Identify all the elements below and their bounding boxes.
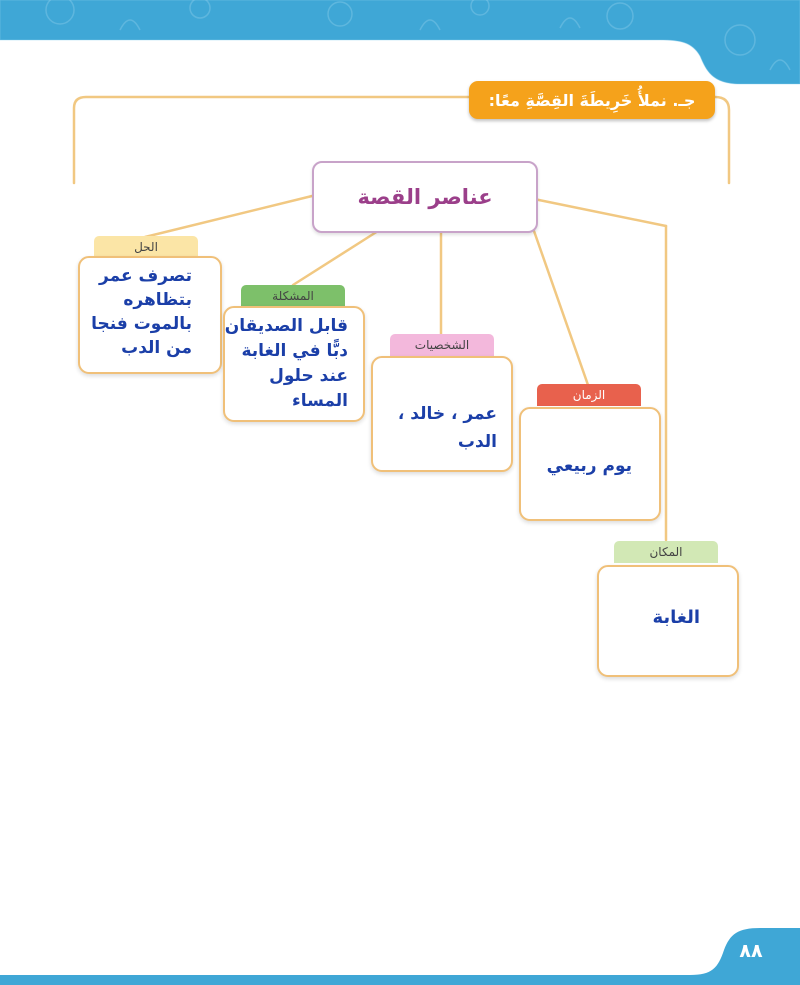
time-answer-line: يوم ربيعي <box>546 456 632 476</box>
solution-answer-line: تصرف عمر <box>99 266 192 286</box>
center-title: عناصر القصة <box>357 185 493 209</box>
characters-answer <box>398 400 497 456</box>
story-elements-center-node <box>312 161 538 233</box>
instruction-text: جـ. نملأُ خَرِيطَةَ القِصَّةِ معًا: <box>488 90 696 110</box>
solution-label: الحل <box>134 240 158 254</box>
solution-label-tab <box>94 236 198 258</box>
time-answer <box>547 456 632 476</box>
bottom-footer-band <box>0 920 800 985</box>
section-instruction-pill <box>469 81 715 119</box>
place-answer <box>652 607 700 628</box>
problem-answer-line: المساء <box>292 391 348 411</box>
place-label: المكان <box>649 545 683 559</box>
characters-label-tab <box>390 334 494 356</box>
place-answer-line: الغابة <box>652 607 700 628</box>
problem-label-tab <box>241 285 345 307</box>
solution-answer <box>91 264 192 360</box>
solution-answer-line: بالموت فنجا <box>91 314 192 334</box>
characters-answer-line: عمر ، خالد ، <box>397 404 497 424</box>
page-number: ٨٨ <box>739 940 763 962</box>
problem-answer-line: عند حلول <box>269 366 348 386</box>
time-label: الزمان <box>572 388 606 402</box>
problem-answer-line: دبًّا في الغابة <box>241 341 348 361</box>
place-label-tab <box>614 541 718 563</box>
solution-answer-line: بتظاهره <box>123 290 192 310</box>
solution-answer-line: من الدب <box>121 338 192 358</box>
top-header-band <box>0 0 800 88</box>
time-label-tab <box>537 384 641 406</box>
problem-label: المشكلة <box>272 289 314 303</box>
problem-answer <box>225 314 348 414</box>
characters-answer-line: الدب <box>457 432 497 452</box>
characters-label: الشخصيات <box>414 338 470 352</box>
problem-answer-line: قابل الصديقان <box>224 316 348 336</box>
